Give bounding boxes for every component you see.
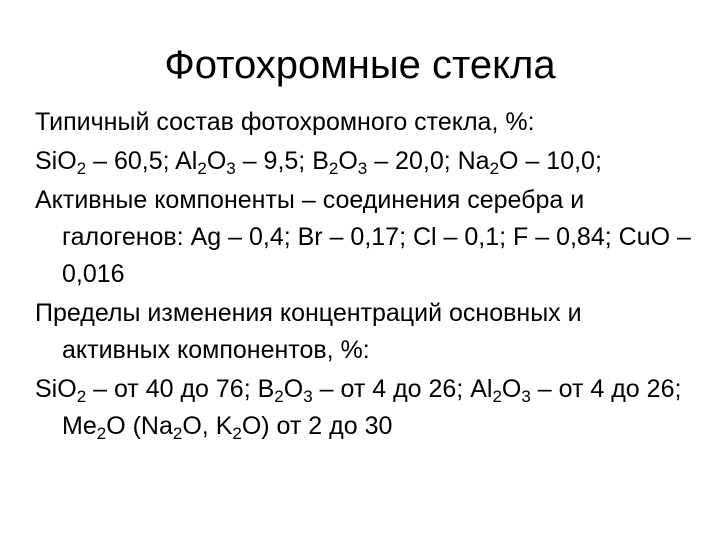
text-run: SiO — [35, 375, 77, 403]
text-run: O — [57, 147, 77, 175]
subscript: 2 — [232, 424, 242, 443]
subscript: 3 — [357, 159, 368, 178]
subscript: 3 — [226, 159, 236, 178]
text-run: Si — [35, 147, 58, 175]
text-run: O (Na — [106, 412, 173, 440]
subscript: 2 — [76, 387, 87, 406]
subscript: 2 — [96, 424, 107, 443]
paragraph-concentration-limits-heading: Пределы изменения концентраций основных и активных компонентов, %: — [35, 299, 582, 364]
slide-body — [35, 104, 695, 447]
text-run: O — [501, 375, 522, 403]
subscript: 2 — [274, 387, 284, 406]
text-run: – 9,5; B — [235, 147, 329, 175]
text-run: O — [283, 375, 304, 403]
paragraph-concentration-limits — [35, 371, 695, 445]
paragraph-composition-heading: Типичный состав фотохромного стекла, %: — [35, 108, 535, 136]
text-run: – от 4 до 26; Me — [62, 375, 682, 440]
text-run: O) от 2 до 30 — [241, 412, 393, 440]
text-run: O — [206, 147, 227, 175]
text-run: – от 4 до 26; Al — [312, 375, 493, 403]
subscript: 2 — [197, 159, 207, 178]
text-run: O — [338, 147, 358, 175]
subscript: 2 — [489, 159, 500, 178]
text-run: O, K — [182, 412, 233, 440]
text-run: – 60,5; Al — [86, 147, 198, 175]
text-run: – 20,0; Na — [367, 147, 490, 175]
subscript: 2 — [172, 424, 183, 443]
text-run: O – 10,0; — [499, 147, 602, 175]
subscript: 3 — [521, 387, 531, 406]
subscript: 2 — [492, 387, 502, 406]
paragraph-active-components: Активные компоненты – соединения серебра и галогенов: Ag – 0,4; Br – 0,17; Cl – 0,1; F – 0,84; CuO – 0,016 — [35, 186, 691, 288]
paragraph-typical-composition — [35, 143, 695, 180]
subscript: 2 — [328, 159, 339, 178]
subscript: 3 — [303, 387, 313, 406]
slide-title: Фотохромные стекла — [164, 43, 556, 87]
subscript: 2 — [76, 159, 87, 178]
text-run: – от 40 до 76; B — [86, 375, 275, 403]
